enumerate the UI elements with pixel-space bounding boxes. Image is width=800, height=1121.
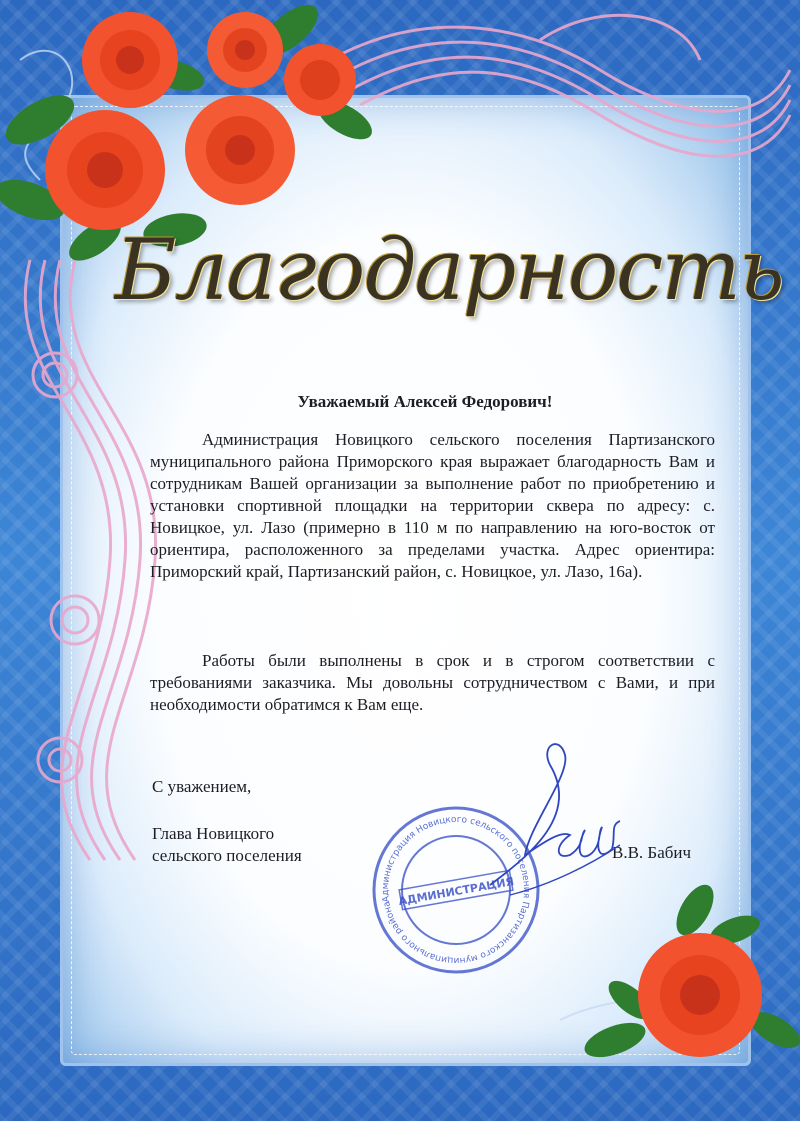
signatory-position-line-1: Глава Новицкого xyxy=(152,824,275,843)
handwritten-signature xyxy=(470,735,630,925)
stamp-ring-text: Администрация Новицкого сельского поселения Партизанского муниципального района xyxy=(380,814,532,966)
stamp-center-text: АДМИНИСТРАЦИЯ xyxy=(397,874,515,909)
certificate-title: Благодарность xyxy=(115,221,783,319)
signatory-position-line-2: сельского поселения xyxy=(152,846,302,865)
body-paragraph-2: Работы были выполнены в срок и в строгом соответствии с требованиями заказчика. Мы довольны сотрудничеством с Вами, и при необходимости обратимся к Вам еще. xyxy=(150,651,715,714)
closing-line: С уважением, xyxy=(152,777,252,796)
signatory-name: В.В. Бабич xyxy=(612,843,692,862)
body-paragraph-1: Администрация Новицкого сельского поселения Партизанского муниципального района Приморского края выражает благодарность Вам и сотрудникам Вашей организации за выполнение работ по приобретению и установки спортивной площадки на территории сквера по адресу: с. Новицкое, ул. Лазо (примерно в 110 м по направлению на юго-восток от ориентира, расположенного за пределами участка. Адрес ориентира: Приморский край, Партизанский район, с. Новицкое, ул. Лазо, 16а). xyxy=(150,430,715,581)
greeting-line: Уважаемый Алексей Федорович! xyxy=(297,392,553,411)
